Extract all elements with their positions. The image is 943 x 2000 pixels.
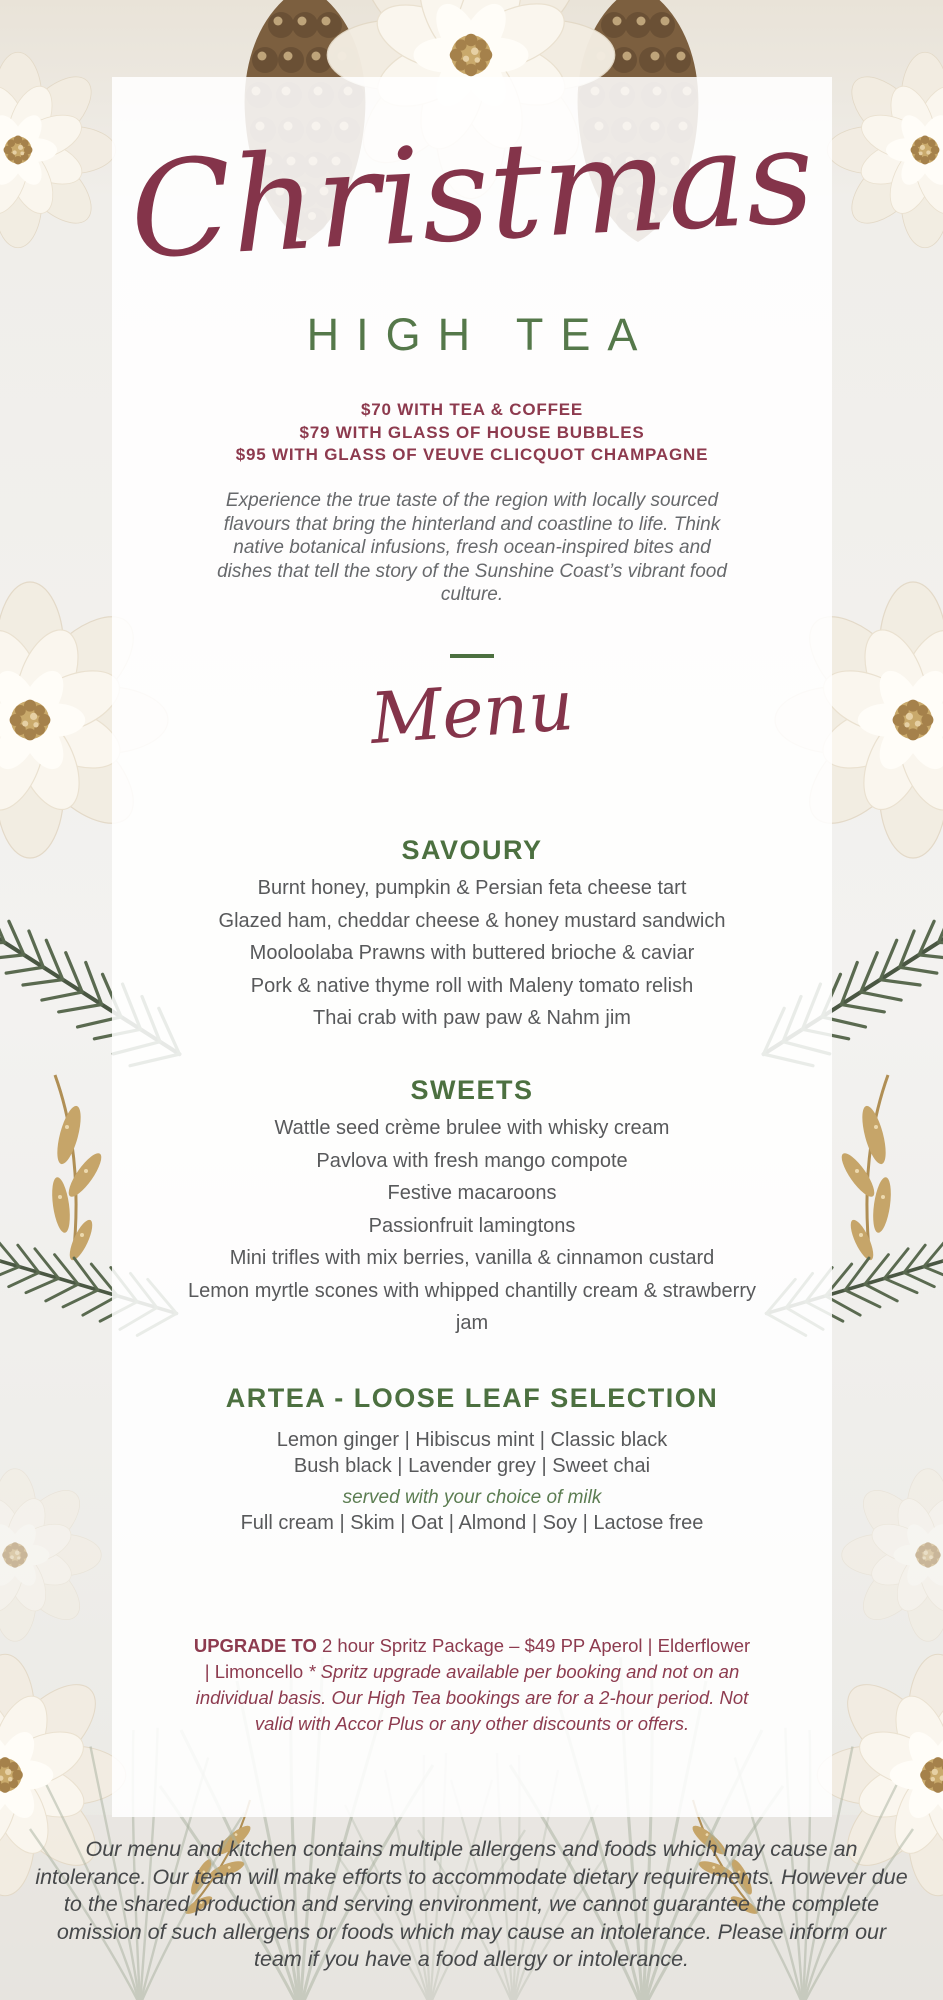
upgrade-text: 2 hour Spritz Package – $49 PP Aperol | Elderflower | Limoncello bbox=[204, 1635, 751, 1682]
milk-options-line: Full cream | Skim | Oat | Almond | Soy | Lactose free bbox=[240, 1512, 704, 1534]
tea-selection-line: Bush black | Lavender grey | Sweet chai bbox=[293, 1455, 651, 1477]
menu-script-heading: Menu bbox=[367, 664, 577, 760]
pricing-list bbox=[112, 399, 832, 467]
tea-selection-line: Lemon ginger | Hibiscus mint | Classic black bbox=[276, 1429, 668, 1451]
menu-item: Burnt honey, pumpkin & Persian feta cheese tart bbox=[257, 877, 687, 899]
tea-items bbox=[112, 1427, 832, 1479]
menu-item: Wattle seed crème brulee with whisky cream bbox=[274, 1117, 670, 1139]
section-title-artea: ARTEA - LOOSE LEAF SELECTION bbox=[225, 1383, 719, 1413]
menu-item: Thai crab with paw paw & Nahm jim bbox=[313, 1007, 631, 1029]
upgrade-label: UPGRADE TO bbox=[193, 1635, 317, 1656]
menu-item: Mini trifles with mix berries, vanilla & cinnamon custard bbox=[229, 1247, 715, 1269]
menu-item: Pork & native thyme roll with Maleny tomato relish bbox=[250, 974, 694, 997]
page-subtitle: HIGH TEA bbox=[306, 309, 655, 360]
menu-item: Passionfruit lamingtons bbox=[368, 1214, 576, 1237]
upgrade-fine-print: * Spritz upgrade available per booking and not on an individual basis. Our High Tea bookings are for a 2-hour period. Not valid with Accor Plus or any other discounts or offers. bbox=[195, 1661, 749, 1734]
savoury-items bbox=[112, 872, 832, 1035]
sweets-items bbox=[112, 1112, 832, 1340]
allergen-notice bbox=[0, 1836, 943, 1974]
menu-item: Lemon myrtle scones with whipped chantilly cream & strawberry jam bbox=[188, 1279, 756, 1334]
intro-paragraph bbox=[112, 489, 832, 607]
milk-choice-note: served with your choice of milk bbox=[342, 1487, 602, 1508]
section-title-savoury: SAVOURY bbox=[401, 835, 543, 865]
pricing-line: $70 WITH TEA & COFFEE bbox=[360, 400, 584, 419]
allergen-text: Our menu and kitchen contains multiple allergens and foods which may cause an intolerance. Our team will make efforts to accommodate dietary requirements. However due to the shared production and serving environment, we cannot guarantee the complete omission of such allergens or foods which may cause an intolerance. Please inform our team if you have a food allergy or intolerance. bbox=[35, 1837, 908, 1971]
intro-text: Experience the true taste of the region with locally sourced flavours that bring the hinterland and coastline to life. Think native botanical infusions, fresh ocean-inspired bites and dishes that tell the story of the Sunshine Coast’s vibrant food culture. bbox=[217, 490, 727, 605]
page-title-script: Christmas bbox=[126, 99, 818, 289]
menu-card bbox=[112, 77, 832, 1817]
pricing-line: $95 WITH GLASS OF VEUVE CLICQUOT CHAMPAGNE bbox=[235, 445, 709, 464]
menu-item: Festive macaroons bbox=[387, 1182, 557, 1204]
upgrade-note bbox=[112, 1633, 832, 1737]
pricing-line: $79 WITH GLASS OF HOUSE BUBBLES bbox=[299, 422, 645, 442]
menu-item: Mooloolaba Prawns with buttered brioche & caviar bbox=[249, 942, 695, 964]
menu-item: Pavlova with fresh mango compote bbox=[316, 1149, 628, 1172]
menu-item: Glazed ham, cheddar cheese & honey mustard sandwich bbox=[218, 909, 726, 932]
section-title-sweets: SWEETS bbox=[410, 1075, 534, 1105]
